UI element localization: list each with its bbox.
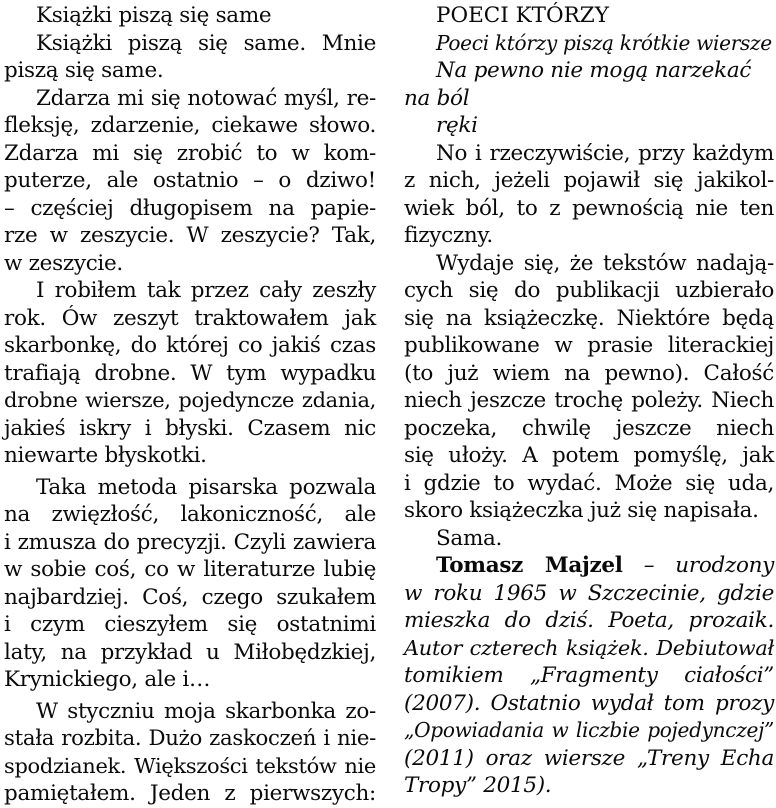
paragraph-line: pamiętałem. Jeden z pierwszych: [4, 781, 376, 806]
paragraph-line: Sama. [436, 525, 503, 551]
paragraph-line: niech jeszcze trochę poleży. Niech [404, 388, 774, 413]
paragraph-line: na zwięzłość, lakoniczność, ale [4, 502, 376, 527]
paragraph-line: się ułoży. A potem pomyślę, jak [404, 443, 774, 468]
paragraph-line: Zdarza mi się notować myśl, re- [36, 85, 376, 111]
bio-text: – urodzony [622, 553, 774, 578]
paragraph-line: Zdarza mi się zrobić to w kom- [4, 140, 376, 166]
paragraph-line: Wydaje się, że tekstów nadają- [436, 250, 774, 276]
paragraph-line: piszą się same. [4, 58, 164, 83]
paragraph-line: i czym cieszyłem się ostatnimi [4, 612, 376, 637]
paragraph-line: Krynickiego, ale i… [4, 667, 211, 692]
paragraph-line: rok. Ów zeszyt traktowałem jak [4, 305, 376, 331]
article-title: Książki piszą się same [36, 3, 272, 28]
paragraph-line: jakieś iskry i błyski. Czasem nic [4, 415, 376, 441]
author-bio-line: (2007). Ostatnio wydał tom prozy [404, 690, 774, 716]
paragraph-line: i gdzie to wydać. Może się uda, [404, 470, 774, 496]
paragraph-line: w sobie coś, co w literaturze lubię [4, 557, 376, 582]
author-name: Tomasz Majzel [436, 553, 623, 578]
paragraph-line: Taka metoda pisarska pozwala [36, 474, 376, 500]
paragraph-line: fizyczny. [404, 223, 493, 248]
paragraph-line: rze w zeszycie. W zeszycie? Tak, [4, 223, 376, 248]
author-bio-line: „Opowiadania w liczbie pojedynczej” [404, 718, 774, 742]
paragraph-line: się na książeczkę. Niektóre będą [404, 305, 774, 331]
paragraph-line: spodzianek. Większości tekstów nie [4, 753, 376, 778]
paragraph-line: publikowane w prasie literackiej [404, 333, 774, 358]
author-bio-line: mieszka do dziś. Poeta, prozaik. [404, 608, 774, 633]
paragraph-line: poczeka, chwilę jeszcze niech [404, 415, 774, 441]
paragraph-line: fleksję, zdarzenie, ciekawe słowo. [4, 113, 376, 138]
right-column [404, 2, 774, 800]
author-bio-line [404, 552, 774, 580]
author-bio-line: Tropy” 2015). [404, 773, 552, 798]
paragraph-line: puterze, ale ostatnio – o dziwo! [4, 168, 376, 193]
paragraph-line: i zmusza do precyzji. Czyli zawiera [4, 529, 376, 555]
poem-line: ręki [436, 113, 478, 138]
left-column [4, 2, 376, 808]
paragraph-line: skarbonkę, do której co jakiś czas [4, 333, 376, 358]
paragraph-line: skoro książeczka już się napisała. [404, 498, 759, 523]
paragraph-line: No i rzeczywiście, przy każdym [436, 140, 774, 166]
poem-line: Poeci którzy piszą krótkie wiersze [436, 30, 772, 55]
poem-line: Na pewno nie mogą narzekać [436, 58, 752, 83]
paragraph-line: drobne wiersze, pojedyncze zdania, [4, 388, 376, 412]
paragraph-line: wiek ból, to z pewnością nie ten [404, 195, 774, 221]
poem-title: POECI KTÓRZY [436, 3, 609, 28]
paragraph-line: trafiają drobne. W tym wypadku [4, 360, 376, 386]
paragraph-line: stała rozbita. Dużo zaskoczeń i nie- [4, 726, 376, 751]
paragraph-line: cych się do publikacji uzbierało [404, 278, 774, 303]
author-bio-line: tomikiem „Fragmenty ciałości” [404, 663, 774, 688]
paragraph-line: Książki piszą się same. Mnie [36, 30, 376, 56]
paragraph-line: niewarte błyskotki. [4, 443, 207, 468]
paragraph-line: (to już wiem na pewno). Całość [404, 360, 774, 386]
author-bio-line: (2011) oraz wiersze „Treny Echa [404, 745, 774, 771]
poem-line: na ból [404, 85, 470, 111]
paragraph-line: laty, na przykład u Miłobędzkiej, [4, 639, 376, 665]
paragraph-line: w zeszycie. [4, 250, 123, 276]
paragraph-line: z nich, jeżeli pojawił się jakikol- [404, 168, 774, 193]
author-bio-line: Autor czterech książek. Debiutował [404, 635, 774, 660]
paragraph-line: – częściej długopisem na papie- [4, 195, 376, 221]
paragraph-line: najbardziej. Coś, czego szukałem [4, 584, 376, 610]
author-bio-line: w roku 1965 w Szczecinie, gdzie [404, 580, 774, 606]
paragraph-line: W styczniu moja skarbonka zo- [36, 698, 376, 724]
paragraph-line: I robiłem tak przez cały zeszły [36, 278, 376, 303]
